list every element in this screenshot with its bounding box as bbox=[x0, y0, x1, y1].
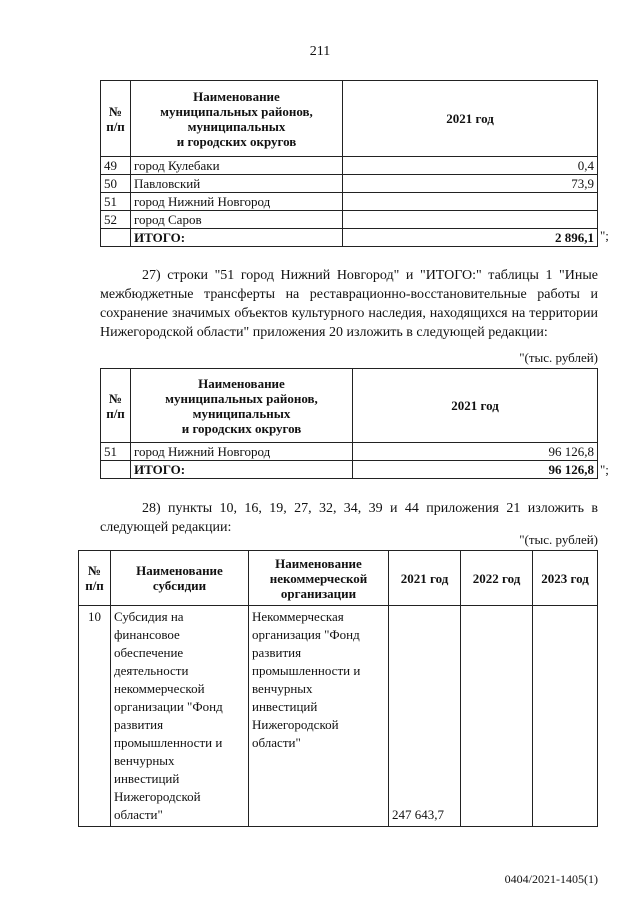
table-row bbox=[101, 443, 598, 461]
paragraph-28-text: 28) пункты 10, 16, 19, 27, 32, 34, 39 и 44 приложения 21 изложить в следующей редакции: bbox=[100, 501, 598, 535]
total-row bbox=[101, 229, 598, 247]
unit-label: "(тыс. рублей) bbox=[519, 532, 598, 547]
row-organization: Некоммерческая организация "Фонд развития промышленности и венчурных инвестиций Нижегородской области" bbox=[249, 606, 389, 827]
total-value: 96 126,8 bbox=[353, 461, 598, 479]
row-value: 0,4 bbox=[343, 157, 598, 175]
table-row bbox=[101, 193, 598, 211]
table-transfers-continued bbox=[100, 80, 598, 247]
header-2022: 2022 год bbox=[461, 551, 533, 606]
header-year: 2021 год bbox=[343, 81, 598, 157]
table-row bbox=[101, 157, 598, 175]
header-num: № п/п bbox=[101, 81, 131, 157]
header-num: № п/п bbox=[79, 551, 111, 606]
header-num: № п/п bbox=[101, 369, 131, 443]
total-empty bbox=[101, 461, 131, 479]
table-row bbox=[101, 175, 598, 193]
row-value: 96 126,8 bbox=[353, 443, 598, 461]
total-row bbox=[101, 461, 598, 479]
table-row bbox=[79, 606, 598, 827]
row-num: 49 bbox=[101, 157, 131, 175]
row-num: 50 bbox=[101, 175, 131, 193]
row-subsidy: Субсидия на финансовое обеспечение деятельности некоммерческой организации "Фонд развития промышленности и венчурных инвестиций Нижегородской области" bbox=[111, 606, 249, 827]
header-2023: 2023 год bbox=[533, 551, 598, 606]
paragraph-27-text: 27) строки "51 город Нижний Новгород" и "ИТОГО:" таблицы 1 "Иные межбюджетные трансферты на реставрационно-восстановительные работы и сохранение значимых объектов культурного наследия, находящихся на территории Нижегородской области" приложения 20 изложить в следующей редакции: bbox=[100, 268, 598, 340]
row-2021-value: 247 643,7 bbox=[389, 606, 461, 827]
table-row bbox=[101, 211, 598, 229]
row-num: 52 bbox=[101, 211, 131, 229]
row-value bbox=[343, 193, 598, 211]
table-subsidies bbox=[78, 550, 598, 827]
row-num: 51 bbox=[101, 193, 131, 211]
quote-suffix: "; bbox=[600, 462, 609, 477]
row-2022-value bbox=[461, 606, 533, 827]
header-year: 2021 год bbox=[353, 369, 598, 443]
unit-label: "(тыс. рублей) bbox=[519, 350, 598, 365]
row-2023-value bbox=[533, 606, 598, 827]
page-number: 211 bbox=[309, 44, 331, 59]
header-organization: Наименование некоммерческой организации bbox=[249, 551, 389, 606]
row-value bbox=[343, 211, 598, 229]
row-name: город Саров bbox=[131, 211, 343, 229]
row-name: город Нижний Новгород bbox=[131, 193, 343, 211]
header-name: Наименование муниципальных районов, муниципальных и городских округов bbox=[131, 81, 343, 157]
row-name: город Нижний Новгород bbox=[131, 443, 353, 461]
row-num: 10 bbox=[79, 606, 111, 827]
header-2021: 2021 год bbox=[389, 551, 461, 606]
row-name: город Кулебаки bbox=[131, 157, 343, 175]
total-label: ИТОГО: bbox=[131, 461, 353, 479]
total-empty bbox=[101, 229, 131, 247]
paragraph-27 bbox=[100, 266, 598, 342]
quote-suffix: "; bbox=[600, 228, 609, 243]
total-value: 2 896,1 bbox=[343, 229, 598, 247]
table-transfers-replacement bbox=[100, 368, 598, 479]
header-name: Наименование муниципальных районов, муниципальных и городских округов bbox=[131, 369, 353, 443]
document-code: 0404/2021-1405(1) bbox=[504, 872, 598, 886]
row-value: 73,9 bbox=[343, 175, 598, 193]
total-label: ИТОГО: bbox=[131, 229, 343, 247]
row-num: 51 bbox=[101, 443, 131, 461]
row-name: Павловский bbox=[131, 175, 343, 193]
header-subsidy: Наименование субсидии bbox=[111, 551, 249, 606]
